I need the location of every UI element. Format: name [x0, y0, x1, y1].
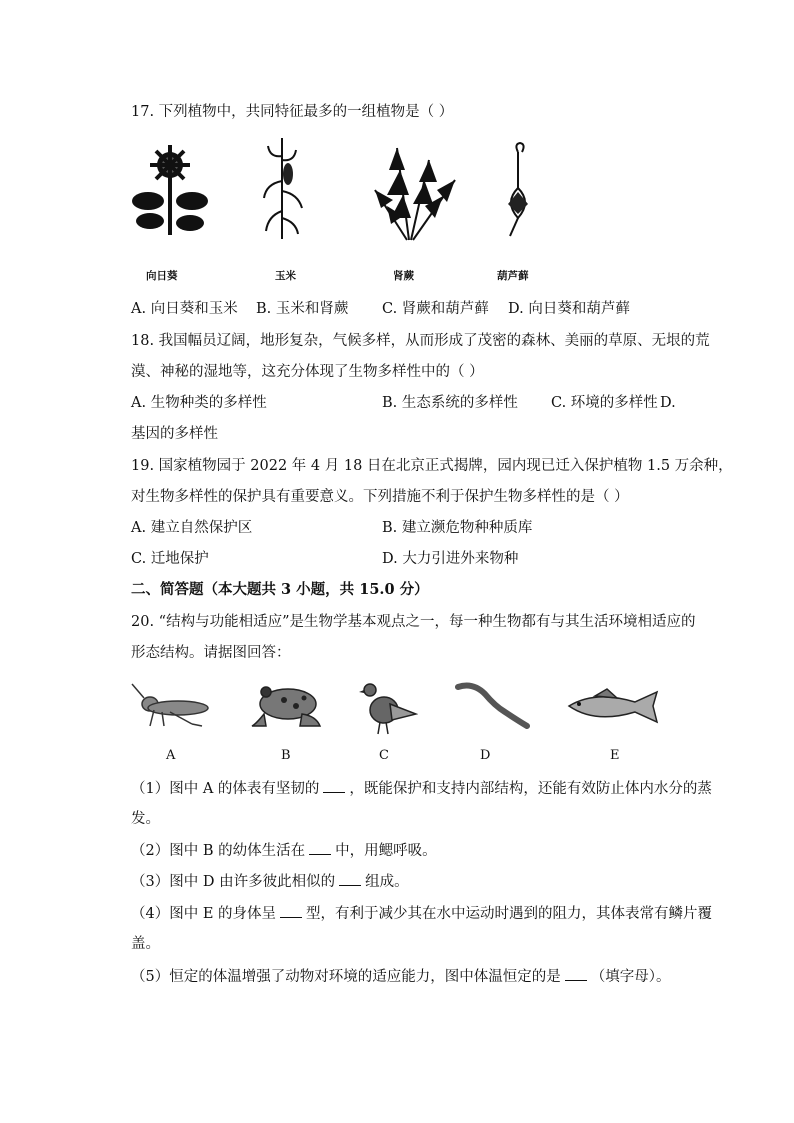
answer-blank-3[interactable]	[339, 871, 361, 886]
q17-option-b: B. 玉米和肾蕨	[256, 301, 349, 317]
q20-sub1-before: （1）图中 A 的体表有坚韧的	[131, 781, 320, 797]
earthworm-illustration	[455, 682, 530, 732]
pigeon-illustration	[358, 680, 418, 738]
sunflower-illustration	[130, 143, 210, 238]
q20-sub2-before: （2）图中 B 的幼体生活在	[131, 843, 306, 859]
q19-option-b: B. 建立濒危物种种质库	[382, 520, 533, 536]
q17-option-d: D. 向日葵和葫芦藓	[508, 301, 630, 317]
animal-label-e: E	[610, 748, 620, 763]
q20-sub1	[131, 778, 712, 799]
q20-sub4-after: 型，有利于减少其在水中运动时遇到的阻力，其体表常有鳞片覆	[306, 906, 713, 922]
q19-option-a: A. 建立自然保护区	[131, 520, 253, 536]
q20-sub4	[131, 903, 712, 924]
q20-sub3	[131, 871, 409, 892]
q17-option-a: A. 向日葵和玉米	[131, 301, 238, 317]
q18-stem-line2: 漠、神秘的湿地等，这充分体现了生物多样性中的（ ）	[131, 364, 484, 380]
q17-stem: 17. 下列植物中，共同特征最多的一组植物是（ ）	[131, 104, 454, 120]
q18-option-d: D.	[660, 395, 676, 411]
q18-option-b: B. 生态系统的多样性	[382, 395, 518, 411]
answer-blank-2[interactable]	[309, 840, 331, 855]
q18-option-a: A. 生物种类的多样性	[131, 395, 267, 411]
q20-sub5-before: （5）恒定的体温增强了动物对环境的适应能力，图中体温恒定的是	[131, 969, 561, 985]
q18-option-d-text: 基因的多样性	[131, 426, 218, 442]
animal-label-d: D	[480, 748, 491, 763]
q20-sub5-after: （填字母）。	[590, 969, 671, 985]
moss-illustration	[500, 140, 535, 240]
plant-label-sunflower: 向日葵	[146, 270, 178, 282]
q20-sub3-before: （3）图中 D 由许多彼此相似的	[131, 874, 336, 890]
q19-stem-line1: 19. 国家植物园于 2022 年 4 月 18 日在北京正式揭牌，园内现已迁入保护植物 1.5 万余种，	[131, 458, 733, 474]
q20-sub1-cont: 发。	[131, 811, 160, 827]
q20-sub1-after: ，既能保护和支持内部结构，还能有效防止体内水分的蒸	[349, 781, 712, 797]
answer-blank-5[interactable]	[565, 966, 587, 981]
q20-sub2-after: 中，用鳃呼吸。	[335, 843, 437, 859]
answer-blank-4[interactable]	[280, 903, 302, 918]
animal-label-b: B	[281, 748, 291, 763]
q19-option-c: C. 迁地保护	[131, 551, 209, 567]
animal-label-c: C	[379, 748, 389, 763]
plant-label-corn: 玉米	[275, 270, 296, 282]
q17-option-c: C. 肾蕨和葫芦藓	[382, 301, 489, 317]
plant-label-moss: 葫芦藓	[497, 270, 529, 282]
corn-illustration	[260, 136, 305, 241]
fish-illustration	[565, 688, 660, 726]
answer-blank-1[interactable]	[323, 778, 345, 793]
q18-stem-line1: 18. 我国幅员辽阔，地形复杂，气候多样，从而形成了茂密的森林、美丽的草原、无垠的荒	[131, 333, 710, 349]
q18-option-c: C. 环境的多样性	[551, 395, 658, 411]
q20-sub2	[131, 840, 437, 861]
frog-illustration	[250, 680, 322, 730]
fern-illustration	[367, 140, 462, 245]
plant-label-fern: 肾蕨	[393, 270, 414, 282]
q20-sub4-cont: 盖。	[131, 936, 160, 952]
animal-label-a: A	[166, 748, 176, 763]
q20-stem-line2: 形态结构。请据图回答：	[131, 645, 291, 661]
section-title: 二、简答题（本大题共 3 小题，共 15.0 分）	[131, 581, 429, 598]
q20-sub3-after: 组成。	[365, 874, 409, 890]
grasshopper-illustration	[130, 682, 212, 730]
q19-option-d: D. 大力引进外来物种	[382, 551, 519, 567]
q19-stem-line2: 对生物多样性的保护具有重要意义。下列措施不利于保护生物多样性的是（ ）	[131, 489, 629, 505]
q20-sub4-before: （4）图中 E 的身体呈	[131, 906, 277, 922]
q20-stem-line1: 20. “结构与功能相适应”是生物学基本观点之一，每一种生物都有与其生活环境相适应的	[131, 614, 696, 630]
q20-sub5	[131, 966, 670, 987]
